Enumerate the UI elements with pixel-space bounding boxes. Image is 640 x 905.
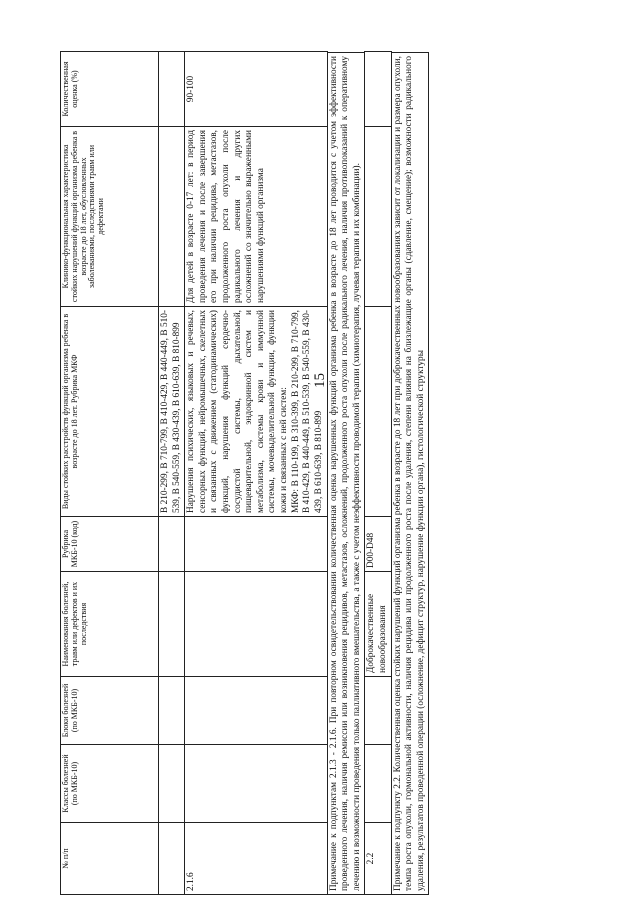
table-row-2-2 <box>365 52 391 895</box>
disability-table <box>60 51 328 895</box>
table-header-row <box>61 52 159 895</box>
row-types-main: Нарушения психических, языковых и речевых, сенсорных функций, нейромышечных, скелетных и связанных с движением (статодинамических) функций, нарушения функций сердечно-сосудистой системы, дыхательной, пищеварительной, эндокринной систем и метаболизма, системы крови и иммунной системы, мочевыделительной функции, функции кожи и связанных с ней систем: <box>186 310 290 513</box>
table-row <box>159 52 185 895</box>
header-clinical: Клинико-функциональная характеристика стойких нарушений функций организма ребенка в возрасте до 18 лет, обусловленных заболеваниями, последствиями травм или дефектами <box>61 127 159 307</box>
page-number: 15 <box>312 373 328 388</box>
note-2-1-3-to-2-1-6: Примечание к подпунктам 2.1.3 - 2.1.6. При повторном освидетельствовании количественная оценка нарушенных функций организма ребенка в возрасте до 18 лет проводится с учетом эффективности проведенного лечения, наличия ремиссии или возникновения рецидивов, метастазов, осложнений, продолженного роста опухоли после радикального лечения, наличия противопоказаний к оперативному лечению и возможности проведения только паллиативного вмешательства, а также с учетом неэффективности проводимой терапии (химиотерапия, лучевая терапия и их комбинации). <box>328 52 365 895</box>
header-classes: Классы болезней (по МКБ-10) <box>61 745 159 823</box>
row-name: Доброкачественные новообразования <box>365 572 391 677</box>
row-intro-types: В 210-299, В 710-799, В 410-429, В 440-449, В 510-539, В 540-559, В 430-439, В 610-639, В 810-899 <box>159 307 185 517</box>
header-blocks: Блоки болезней (по МКБ-10) <box>61 677 159 745</box>
row-types-codes: МКФ: В 110-199, В 310-399, В 210-299, В 710-799, В 410-429, В 440-449, В 510-539, В 540-559, В 430-439, В 610-639, В 810-899 <box>290 310 324 513</box>
row-rubric: D00-D48 <box>365 517 391 572</box>
row-clinical: Для детей в возрасте 0-17 лет: в период проведения лечения и после завершения его при наличии рецидива, метастазов, продолженного роста опухоли после радикального лечения и других осложнений со значительно выраженными нарушениями функций организма <box>185 127 327 307</box>
note-2-2: Примечание к подпункту 2.2. Количественная оценка стойких нарушений функций организма ребенка в возрасте до 18 лет при доброкачественных новообразованиях зависит от локализации и размера опухоли, темпа роста опухоли, гормональной активности, наличия рецидива или продолженного роста после удаления, степени влияния на близлежащие органы (сдавление, смещение); возможности радикального удаления, результатов проведенной операции (осложнение, дефицит структур, нарушение функции органа), гистологической структуры <box>392 52 430 895</box>
row-types-cell <box>185 307 327 517</box>
row-score: 90-100 <box>185 52 327 127</box>
rotated-page-content <box>60 52 560 895</box>
row-num: 2.2 <box>365 823 391 895</box>
header-rubric: Рубрика МКБ-10 (код) <box>61 517 159 572</box>
header-num: № п/п <box>61 823 159 895</box>
header-score: Количественная оценка (%) <box>61 52 159 127</box>
row-num: 2.1.6 <box>185 823 327 895</box>
disability-table-cont <box>364 51 391 895</box>
table-row-2-1-6 <box>185 52 327 895</box>
header-name: Наименования болезней, травм или дефектов и их последствия <box>61 572 159 677</box>
header-types: Виды стойких расстройств функций организма ребенка в возрасте до 18 лет. Рубрика МКФ <box>61 307 159 517</box>
